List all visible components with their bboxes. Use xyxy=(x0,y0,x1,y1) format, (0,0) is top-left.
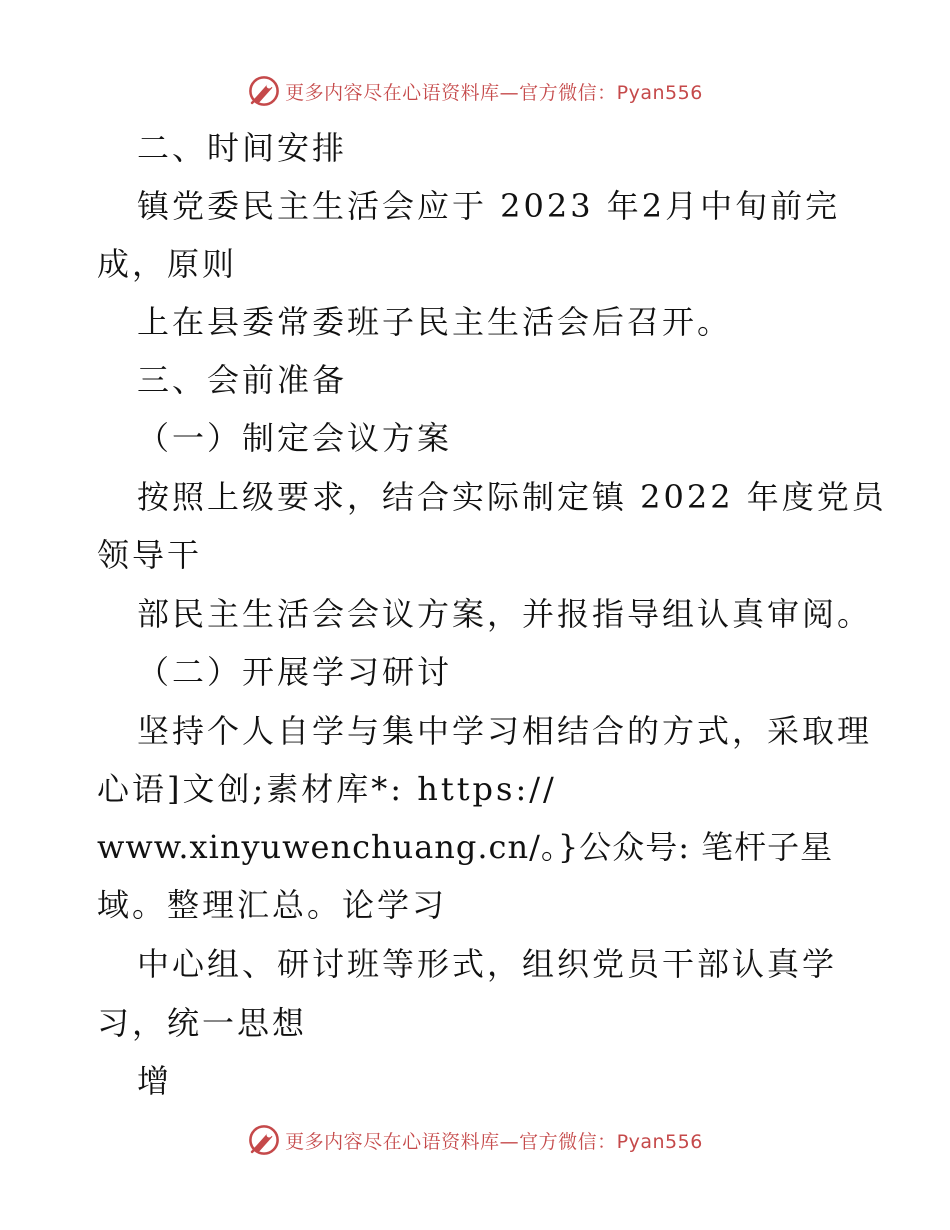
watermark-line: 心语]文创;素材库*: https:// xyxy=(97,770,557,808)
footer-banner xyxy=(0,1120,950,1160)
pen-nib-seal-icon xyxy=(247,1123,281,1157)
paragraph-line: 上在县委常委班子民主生活会后召开。 xyxy=(137,303,733,341)
paragraph-line: 领导干 xyxy=(97,536,203,574)
subsection-heading-2: （二）开展学习研讨 xyxy=(137,653,453,691)
paragraph-line: 中心组、研讨班等形式，组织党员干部认真学 xyxy=(137,945,838,983)
paragraph-line: 习，统一思想 xyxy=(97,1004,308,1042)
footer-wechat-handle: Pyan556 xyxy=(616,1130,703,1153)
paragraph-line: 部民主生活会会议方案，并报指导组认真审阅。 xyxy=(137,595,873,633)
subsection-heading-1: （一）制定会议方案 xyxy=(137,419,453,457)
paragraph-line: 坚持个人自学与集中学习相结合的方式，采取理 xyxy=(137,712,873,750)
section-heading-3: 三、会前准备 xyxy=(137,361,348,399)
section-heading-2: 二、时间安排 xyxy=(137,129,348,167)
paragraph-line: 镇党委民主生活会应于 2023 年2月中旬前完 xyxy=(137,187,841,225)
paragraph-line: 按照上级要求，结合实际制定镇 2022 年度党员 xyxy=(137,478,887,516)
paragraph-line: 增 xyxy=(137,1062,173,1100)
header-banner-text: 更多内容尽在心语资料库—官方微信：Pyan556 xyxy=(285,81,703,104)
watermark-line: www.xinyuwenchuang.cn/。}公众号: 笔杆子星 xyxy=(97,828,834,866)
paragraph-line: 成，原则 xyxy=(97,245,238,283)
header-wechat-handle: Pyan556 xyxy=(616,81,703,104)
paragraph-line: 域。整理汇总。论学习 xyxy=(97,886,448,924)
footer-banner-text: 更多内容尽在心语资料库—官方微信：Pyan556 xyxy=(285,1130,703,1153)
